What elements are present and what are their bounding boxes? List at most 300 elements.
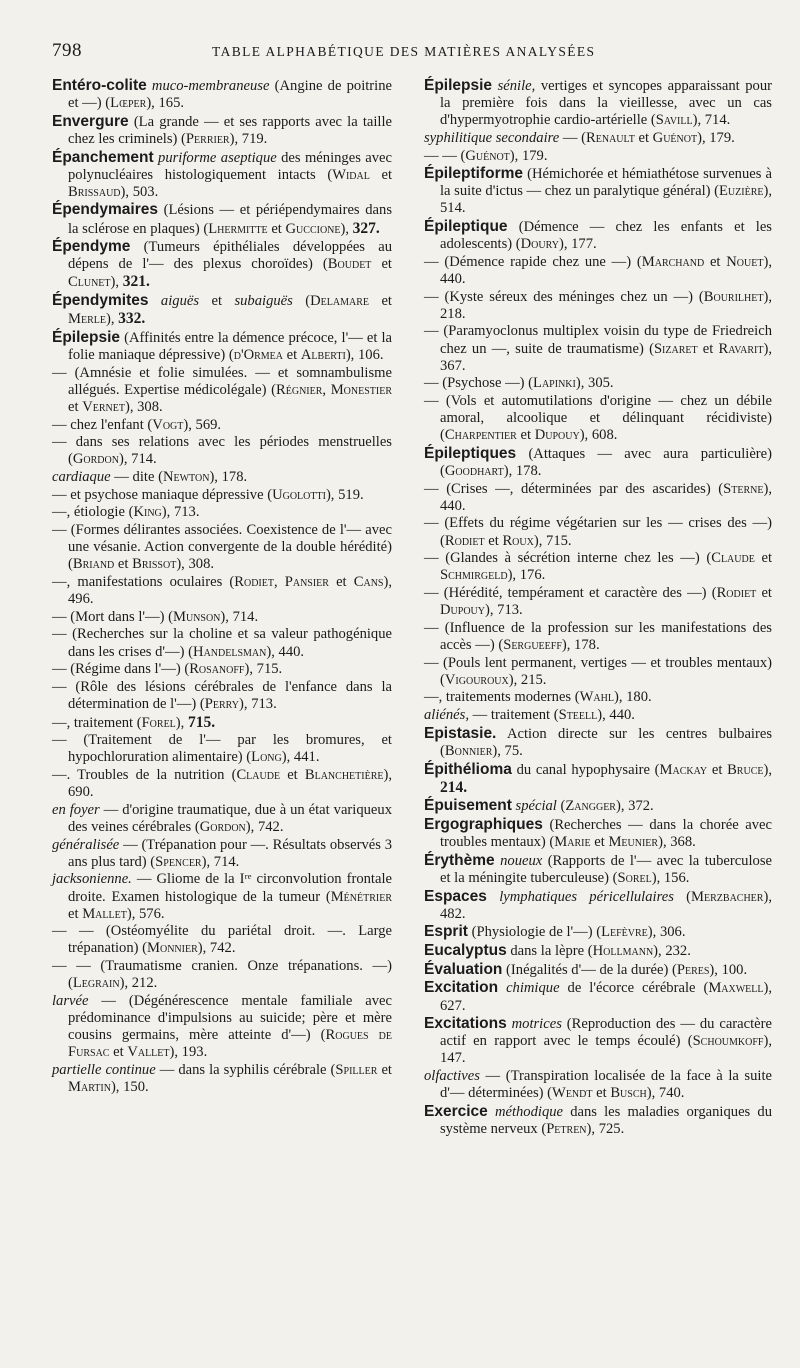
entry-page-ref: ), 179. <box>509 147 548 164</box>
entry-headword: Épuisement <box>424 797 512 815</box>
entry-text: (Tumeurs épithéliales développées au dépens de l'— des plexus choroïdes) ( <box>68 239 392 273</box>
entry-page-ref: ), 308. <box>176 556 215 573</box>
entry-page-ref: ), 714. <box>220 608 259 625</box>
entry-text: —, étiologie ( <box>52 504 134 521</box>
entry-headword: Envergure <box>52 112 129 130</box>
entry-text: — <box>101 992 116 1009</box>
index-entry <box>52 77 392 112</box>
entry-author: Meunier <box>608 834 659 851</box>
entry-author: Lœper <box>110 95 147 112</box>
entry-page-ref: ), <box>110 274 123 291</box>
entry-author: Nouet <box>726 253 764 270</box>
entry-text: ( <box>560 798 566 815</box>
entry-text: ( <box>158 469 163 485</box>
entry-author: Schmirgeld <box>440 567 508 584</box>
entry-headword: Eucalyptus <box>424 942 507 960</box>
entry-author: Bruce <box>727 761 764 778</box>
entry-author: Ugolotti <box>272 486 326 503</box>
index-entry <box>52 609 392 626</box>
entry-separator: et <box>484 532 503 549</box>
entry-author: Sterne <box>723 480 764 497</box>
entry-page-ref: ), 690. <box>68 767 392 801</box>
entry-page-ref: ), 177. <box>558 236 597 253</box>
entry-text: (La grande — et ses rapports avec la taille chez les criminels) ( <box>68 113 392 147</box>
index-entry <box>52 923 392 957</box>
entry-page-ref: ), 713. <box>239 695 277 712</box>
index-entry <box>424 254 772 288</box>
entry-headword: Exercice <box>424 1102 488 1120</box>
entry-author: Claude <box>711 550 755 567</box>
entry-headword: Epistasie. <box>424 724 497 742</box>
entry-qualifier: en foyer <box>52 801 100 818</box>
entry-author: Goodhart <box>444 463 504 479</box>
index-entry <box>52 469 392 486</box>
index-entry <box>424 323 772 374</box>
entry-text: (Dégénérescence mentale familiale avec prédominance d'impulsions au suicide; père et mère cousins germains, mère atteinte d'—) ( <box>68 992 392 1044</box>
entry-text: — dite <box>114 469 155 485</box>
entry-author: Monnier <box>147 940 198 957</box>
entry-separator: et <box>592 1085 611 1102</box>
index-entry <box>52 871 392 922</box>
entry-headword: Épileptique <box>424 218 508 236</box>
entry-headword: Épileptiques <box>424 444 517 462</box>
entry-author: Sergueeff <box>503 636 562 653</box>
index-entry <box>424 816 772 851</box>
entry-text: —, manifestations oculaires ( <box>52 573 235 590</box>
index-entry <box>424 942 772 960</box>
entry-qualifier: motrices <box>511 1016 562 1033</box>
entry-qualifier: puriforme aseptique <box>158 149 277 166</box>
entry-page-ref: ), 514. <box>440 183 772 217</box>
entry-author: Guénot <box>465 147 510 164</box>
entry-qualifier: muco-membraneuse <box>151 78 270 94</box>
entry-text: (Recherches — dans la chorée avec troubles mentaux) ( <box>440 817 772 851</box>
index-entry <box>424 77 772 129</box>
entry-author: Blanchetière <box>304 767 384 784</box>
entry-author: Schoumkoff <box>692 1033 764 1050</box>
entry-page-ref: ), 156. <box>651 869 690 886</box>
index-entry <box>52 714 392 732</box>
entry-separator: et <box>377 1061 392 1078</box>
entry-page-ref: ), 232. <box>653 943 691 960</box>
index-entry <box>52 238 392 291</box>
index-entry <box>52 149 392 201</box>
entry-author: Sizaret <box>653 340 698 357</box>
entry-author: Brissaud <box>68 183 121 200</box>
index-entry <box>52 365 392 416</box>
entry-author: Guénot <box>652 129 698 146</box>
entry-page-ref: ), 367. <box>440 340 772 374</box>
running-title: TABLE ALPHABÉTIQUE DES MATIÈRES ANALYSÉES <box>212 44 596 59</box>
entry-text: — et psychose maniaque dépressive ( <box>52 486 273 503</box>
index-entry <box>424 550 772 584</box>
entry-text: — (Régime dans l'—) ( <box>52 661 190 678</box>
entry-author: Vernet <box>82 398 125 415</box>
entry-text: — (Recherches sur la choline et sa valeur pathogénique dans les crises d'—) ( <box>52 626 392 660</box>
entry-headword: Esprit <box>424 923 468 941</box>
entry-author: Merzbacher <box>691 888 764 905</box>
entry-page-ref: ), 713. <box>485 602 523 619</box>
entry-author: Widal <box>332 166 370 183</box>
entry-author: Forel <box>141 714 176 731</box>
entry-page-ref: ), 178. <box>561 636 600 653</box>
entry-text: (Hémichorée et hémiathétose survenues à la suite d'ictus — chez un paralytique général) ( <box>440 166 772 200</box>
entry-headword: Épendyme <box>52 238 131 256</box>
entry-author: Lefèvre <box>601 924 648 941</box>
index-entry <box>52 522 392 573</box>
entry-text: dans les maladies organiques du système nerveux ( <box>440 1103 772 1137</box>
entry-author: Brissot <box>132 556 177 573</box>
entry-text: (Démence — chez les enfants et les adolescents) ( <box>440 219 772 253</box>
entry-author: Mackay <box>659 761 708 778</box>
entry-author: Marie <box>554 834 591 851</box>
entry-author: Claude <box>236 767 281 784</box>
index-entry <box>424 393 772 444</box>
entry-page-ref: ), 150. <box>110 1078 149 1095</box>
entry-text: ( <box>305 293 311 310</box>
entry-author: Maxwell <box>708 980 764 997</box>
entry-headword: Évaluation <box>424 960 503 978</box>
entry-author: Steell <box>558 707 598 724</box>
entry-author: Gordon <box>199 819 246 835</box>
entry-text: du canal hypophysaire ( <box>516 761 660 778</box>
entry-page-ref: ), 715. <box>244 661 283 678</box>
index-entry <box>424 218 772 253</box>
entry-text: — (Influence de la profession sur les manifestations des accès —) ( <box>424 619 772 653</box>
entry-qualifier: syphilitique secondaire <box>424 129 560 146</box>
entry-page-ref: ), 212. <box>119 975 158 992</box>
index-entry <box>424 979 772 1014</box>
entry-author: Roux <box>502 532 534 549</box>
index-entry <box>52 113 392 148</box>
entry-author: Spiller <box>335 1061 378 1078</box>
index-entry <box>52 626 392 660</box>
entry-author: Mallet <box>82 905 127 922</box>
entry-text: (Rapports de l'— avec la tuberculose et la méningite tuberculeuse) ( <box>440 852 772 886</box>
entry-author: Doury <box>520 236 559 253</box>
entry-text: — chez l'enfant ( <box>52 416 153 433</box>
entry-text: (Reproduction des — du caractère actif en rapport avec le temps écoulé) ( <box>440 1016 772 1050</box>
entry-author: Perry <box>204 695 240 712</box>
index-entry <box>424 585 772 619</box>
index-entry <box>424 797 772 815</box>
entry-author: Martin <box>68 1078 111 1095</box>
entry-qualifier: partielle continue <box>52 1061 156 1078</box>
entry-author: Gordon <box>72 451 119 468</box>
entry-text: — — (Ostéomyélite du pariétal droit. —. Large trépanation) ( <box>52 923 392 957</box>
index-entry <box>52 837 392 871</box>
entry-page-ref: ), 368. <box>658 834 696 851</box>
entry-author: Marchand <box>641 253 705 270</box>
entry-qualifier: généralisée <box>52 836 120 853</box>
index-entry <box>424 707 772 724</box>
entry-author: Long <box>251 749 282 766</box>
entry-page-ref: ), 147. <box>440 1033 772 1067</box>
entry-headword: Excitations <box>424 1015 507 1033</box>
index-entry <box>424 375 772 392</box>
entry-text: — <box>103 801 119 818</box>
entry-separator: et <box>754 550 773 567</box>
entry-page-ref: ), 627. <box>440 980 773 1014</box>
entry-author: Petren <box>546 1120 587 1137</box>
index-entry <box>424 689 772 706</box>
entry-text: (Physiologie de l'—) ( <box>471 924 602 941</box>
entry-text: (Lésions — et périépendymaires dans la sclérose en plaques) ( <box>68 202 392 237</box>
entry-page-ref-bold: 715. <box>187 713 216 731</box>
entry-separator: et <box>704 253 727 270</box>
entry-author: Guccione <box>285 220 341 237</box>
entry-page-ref: ), 713. <box>161 504 200 521</box>
entry-author: Delamare <box>310 293 370 310</box>
entry-qualifier: aliénés, <box>424 707 469 724</box>
entry-headword: Épilepsie <box>52 328 121 346</box>
entry-text: ( <box>686 888 692 905</box>
entry-text: — (Démence rapide chez une —) ( <box>424 253 642 270</box>
entry-separator: , <box>273 573 285 590</box>
index-entry <box>424 961 772 979</box>
entry-headword: Épilepsie <box>424 77 493 94</box>
index-entry <box>52 201 392 237</box>
index-entry <box>52 767 392 801</box>
entry-author: Wahl <box>579 689 614 706</box>
entry-author: Merle <box>68 311 106 328</box>
entry-page-ref: ), <box>763 761 772 778</box>
entry-author: Savill <box>655 112 693 129</box>
entry-author: Handelsman <box>193 643 267 660</box>
index-entry <box>424 725 772 760</box>
entry-page-ref: ), 306. <box>647 924 686 941</box>
entry-qualifier: méthodique <box>494 1103 564 1120</box>
entry-page-ref: ), <box>175 714 188 731</box>
entry-page-ref: ), 165. <box>146 95 185 112</box>
index-entry <box>424 923 772 941</box>
entry-page-ref: ), 715. <box>533 532 572 549</box>
entry-page-ref: ), 180. <box>613 689 652 706</box>
index-entry <box>52 417 392 434</box>
entry-qualifier: larvée <box>52 992 89 1009</box>
entry-qualifier: spécial <box>515 798 557 815</box>
entry-author: Rodiet <box>444 532 485 549</box>
entry-text: — <box>136 871 152 888</box>
index-entry <box>52 574 392 608</box>
entry-headword: Épanchement <box>52 148 154 166</box>
entry-text: — <box>485 1068 501 1085</box>
entry-text: — dans ses relations avec les périodes menstruelles ( <box>52 434 392 468</box>
entry-author: Peres <box>676 961 710 978</box>
entry-author: Busch <box>610 1085 647 1102</box>
entry-author: Newton <box>162 469 210 485</box>
entry-author: Boudet <box>327 256 372 273</box>
entry-author: Rodiet <box>234 573 274 590</box>
entry-page-ref: ), 179. <box>697 129 735 146</box>
entry-text: — <box>123 836 138 853</box>
index-entry <box>52 661 392 678</box>
entry-text: — (Psychose —) ( <box>424 375 534 392</box>
entry-separator: et <box>280 767 305 784</box>
entry-text: — (Crises —, déterminées par des ascarides) ( <box>424 480 724 497</box>
entry-qualifier: aiguës <box>160 293 200 310</box>
index-entry <box>52 292 392 328</box>
entry-text: d'origine traumatique, due à un état variqueux des veines cérébrales ( <box>68 801 393 835</box>
entry-qualifier: cardiaque <box>52 469 111 485</box>
entry-separator: et <box>328 573 354 590</box>
index-entry <box>424 888 772 923</box>
entry-author: Rogues de Fursac <box>68 1027 392 1061</box>
entry-author: Hollmann <box>592 943 654 960</box>
entry-separator: et <box>283 346 301 363</box>
entry-author: Monestier <box>330 381 392 398</box>
right-column <box>424 77 772 1139</box>
index-entry <box>52 732 392 766</box>
entry-text: Gliome de la Iʳᵉ circonvolution frontale droite. Examen histologique de la tumeur ( <box>68 871 392 905</box>
entry-author: Charpentier <box>444 427 517 444</box>
entry-text: —. Troubles de la nutrition ( <box>52 767 237 784</box>
entry-author: Ménétrier <box>330 888 392 905</box>
entry-author: Pansier <box>284 573 329 590</box>
entry-qualifier: noueux <box>500 852 543 869</box>
entry-author: Munson <box>172 608 221 625</box>
index-entry <box>52 434 392 468</box>
index-entry <box>424 620 772 654</box>
index-entry <box>424 165 772 217</box>
index-entry <box>52 487 392 504</box>
entry-separator: et <box>267 220 286 237</box>
entry-page-ref: ), 742. <box>245 819 284 835</box>
entry-text: — (Rôle des lésions cérébrales de l'enfance dans la détermination de l'—) ( <box>52 678 392 712</box>
entry-author: Lhermitte <box>208 220 268 237</box>
index-entry <box>424 655 772 689</box>
entry-page-ref: ), 519. <box>325 486 364 503</box>
entry-page-ref: ), 714. <box>118 451 157 468</box>
entry-page-ref: ), 178. <box>209 469 248 485</box>
index-entry <box>424 148 772 165</box>
entry-page-ref: ), 440. <box>266 643 305 660</box>
entry-text: — <box>562 129 578 146</box>
index-entry <box>424 289 772 323</box>
entry-text: (Angine de poitrine et —) ( <box>68 78 392 112</box>
entry-page-ref: ), 176. <box>507 567 546 584</box>
entry-text: traitement ( <box>490 707 559 724</box>
index-entry <box>424 852 772 887</box>
entry-page-ref-bold: 321. <box>122 273 150 291</box>
entry-author: Euzière <box>719 183 764 200</box>
entry-author: Briand <box>72 556 115 573</box>
entry-text: et <box>211 293 223 310</box>
entry-author: Bonnier <box>444 742 493 759</box>
index-entry <box>52 679 392 713</box>
entry-author: d'Ormea <box>233 346 284 363</box>
entry-separator: et <box>756 585 772 602</box>
entry-author: Ravarit <box>718 340 764 357</box>
entry-text: — (Mort dans l'—) ( <box>52 608 173 625</box>
entry-text: — <box>159 1061 175 1078</box>
entry-text: — <box>472 707 488 724</box>
entry-page-ref: ), <box>340 220 353 237</box>
entry-page-ref: ), 503. <box>120 183 159 200</box>
entry-page-ref: ), 740. <box>646 1085 685 1102</box>
entry-separator: et <box>109 1044 128 1061</box>
entry-qualifier: olfactives <box>424 1068 480 1085</box>
entry-author: Legrain <box>72 975 120 992</box>
entry-headword: Ergographiques <box>424 816 543 833</box>
left-column <box>52 77 392 1097</box>
entry-text: dans la syphilis cérébrale ( <box>178 1061 336 1078</box>
page-number: 798 <box>52 40 82 61</box>
entry-author: Sorel <box>617 869 652 886</box>
entry-author: Rosanoff <box>189 661 245 678</box>
entry-headword: Épendymaires <box>52 201 158 219</box>
entry-page-ref: ), 215. <box>508 671 547 688</box>
entry-qualifier: sénile, <box>497 78 536 94</box>
index-entry <box>52 802 392 836</box>
entry-text: (Inégalités d'— de la durée) ( <box>506 961 677 978</box>
entry-text: — (Kyste séreux des méninges chez un —) ( <box>424 288 704 305</box>
entry-page-ref: ), 218. <box>440 288 772 322</box>
entry-text: dans la lèpre ( <box>510 943 593 960</box>
entry-author: Vigouroux <box>444 671 509 688</box>
entry-qualifier: chimique <box>506 980 560 997</box>
index-entry <box>52 958 392 992</box>
entry-text: —, traitements modernes ( <box>424 689 580 706</box>
entry-author: Zangger <box>565 798 616 815</box>
entry-author: Alberti <box>300 346 346 363</box>
index-entry <box>424 1103 772 1138</box>
entry-page-ref: ), 742. <box>197 940 236 957</box>
entry-author: Dupouy <box>534 427 580 444</box>
entry-page-ref: ), 714. <box>201 853 240 870</box>
entry-page-ref: ), <box>105 311 119 328</box>
entry-author: Spencer <box>155 853 202 870</box>
entry-separator: et <box>697 340 719 357</box>
entry-author: Perrier <box>185 130 230 147</box>
entry-page-ref: ), 725. <box>586 1120 625 1137</box>
entry-text: — (Effets du régime végétarien sur les — crises des —) ( <box>424 515 772 549</box>
entry-qualifier: subaiguës <box>234 293 293 310</box>
entry-text: — — (Traumatisme cranien. Onze trépanations. —) ( <box>52 958 392 992</box>
entry-separator: et <box>634 129 653 146</box>
entry-author: Dupouy <box>440 602 485 619</box>
entry-author: Régnier <box>276 381 323 398</box>
entry-text: — (Formes délirantes associées. Coexistence de l'— avec une vésanie. Action convergente de la double hérédité) ( <box>52 522 392 573</box>
entry-page-ref: ), 178. <box>503 463 542 479</box>
entry-text: — (Vols et automutilations d'origine — chez un débile amoral, alcoolique et délinquant récidiviste) ( <box>424 393 772 444</box>
entry-page-ref: ), 441. <box>281 749 320 766</box>
entry-page-ref: ), 440. <box>440 253 772 287</box>
index-entry <box>52 504 392 521</box>
entry-text: (Transpiration localisée de la face à la suite d'— déterminées) ( <box>440 1068 772 1102</box>
entry-page-ref: ), 100. <box>709 961 748 978</box>
entry-text: vertiges et syncopes apparaissant pour la première fois dans la vieillesse, avec un cas d'hypermyotrophie cardio-artérielle ( <box>440 78 773 129</box>
entry-author: Renault <box>586 129 635 146</box>
entry-page-ref-bold: 214. <box>440 778 468 796</box>
index-entry <box>424 1015 772 1067</box>
entry-author: King <box>133 504 162 521</box>
entry-text: (Affinités entre la démence précoce, l'— et la folie maniaque dépressive) ( <box>68 329 392 363</box>
entry-separator: et <box>369 293 392 310</box>
entry-author: Wendt <box>552 1085 593 1102</box>
entry-text: — (Glandes à sécrétion interne chez les —) ( <box>424 550 712 567</box>
entry-separator: et <box>68 905 83 922</box>
entry-author: Clunet <box>68 274 111 291</box>
entry-separator: et <box>68 398 83 415</box>
entry-author: Rodiet <box>716 585 757 602</box>
entry-page-ref: ), 372. <box>615 798 654 815</box>
entry-page-ref: ), 482. <box>440 888 772 922</box>
entry-separator: et <box>707 761 728 778</box>
entry-text: — (Traitement de l'— par les bromures, et hypochloruration alimentaire) ( <box>52 732 392 766</box>
index-entry <box>424 1068 772 1102</box>
entry-page-ref: ), 440. <box>440 480 772 514</box>
